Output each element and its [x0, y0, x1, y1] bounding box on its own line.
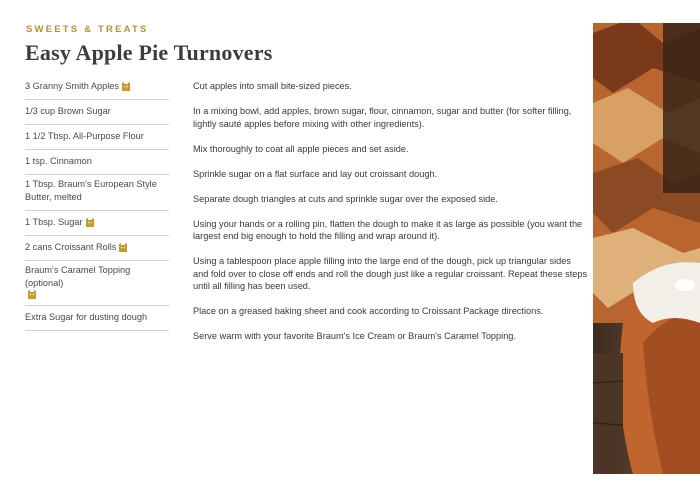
instruction-step: In a mixing bowl, add apples, brown sugar, flour, cinnamon, sugar and butter (for softer filling, lightly sauté apples before mixing with other ingredients).	[193, 106, 572, 129]
ingredient-item	[25, 75, 169, 100]
ingredient-item	[25, 150, 169, 175]
ingredient-text: 1 1/2 Tbsp. All-Purpose Flour	[25, 131, 144, 141]
kicker-label: SWEETS & TREATS	[26, 24, 149, 35]
instruction-step: Separate dough triangles at cuts and sprinkle sugar over the exposed side.	[193, 193, 498, 204]
braum-cow-badge-icon	[28, 290, 36, 299]
ingredient-item	[25, 175, 169, 211]
ingredient-text: 1/3 cup Brown Sugar	[25, 106, 111, 116]
ingredient-list	[25, 75, 169, 331]
ingredient-text: Extra Sugar for dusting dough	[25, 312, 148, 322]
instruction-step: Cut apples into small bite-sized pieces.	[193, 81, 352, 91]
instruction-step: Serve warm with your favorite Braum's Ice Cream or Braum's Caramel Topping.	[193, 331, 516, 341]
ingredient-item	[25, 211, 169, 236]
ingredient-text: Braum's Caramel Topping (optional)	[25, 265, 131, 288]
ingredient-text: 1 Tbsp. Sugar	[25, 217, 83, 227]
instruction-step: Using your hands or a rolling pin, flatten the dough to make it as large as possible (you want the largest end big enough to hold the filling and wrap around it).	[193, 218, 583, 241]
braum-cow-badge-icon	[86, 218, 94, 227]
instruction-step: Sprinkle sugar on a flat surface and lay out croissant dough.	[193, 168, 438, 179]
ingredient-text: 1 Tbsp. Braum's European Style Butter, melted	[25, 179, 157, 202]
ingredient-text: 3 Granny Smith Apples	[25, 81, 119, 91]
recipe-photo	[593, 23, 700, 474]
ingredient-item	[25, 125, 169, 150]
instruction-list	[193, 80, 588, 355]
instruction-step: Mix thoroughly to coat all apple pieces and set aside.	[193, 143, 409, 154]
braum-cow-badge-icon	[122, 82, 130, 91]
ingredient-item	[25, 100, 169, 125]
ingredient-item	[25, 236, 169, 261]
recipe-title: Easy Apple Pie Turnovers	[25, 40, 273, 65]
braum-cow-badge-icon	[119, 243, 127, 252]
ingredient-item	[25, 261, 169, 306]
instruction-step: Place on a greased baking sheet and cook according to Croissant Package directions.	[193, 306, 544, 316]
ingredient-item	[25, 306, 169, 331]
ingredient-text: 2 cans Croissant Rolls	[25, 242, 117, 252]
ingredient-text: 1 tsp. Cinnamon	[25, 156, 92, 166]
instruction-step: Using a tablespoon place apple filling into the large end of the dough, pick up triangular sides and fold over to close off ends and roll the dough just like a regular croissant. Repeat these steps until all filling has been used.	[193, 256, 588, 291]
